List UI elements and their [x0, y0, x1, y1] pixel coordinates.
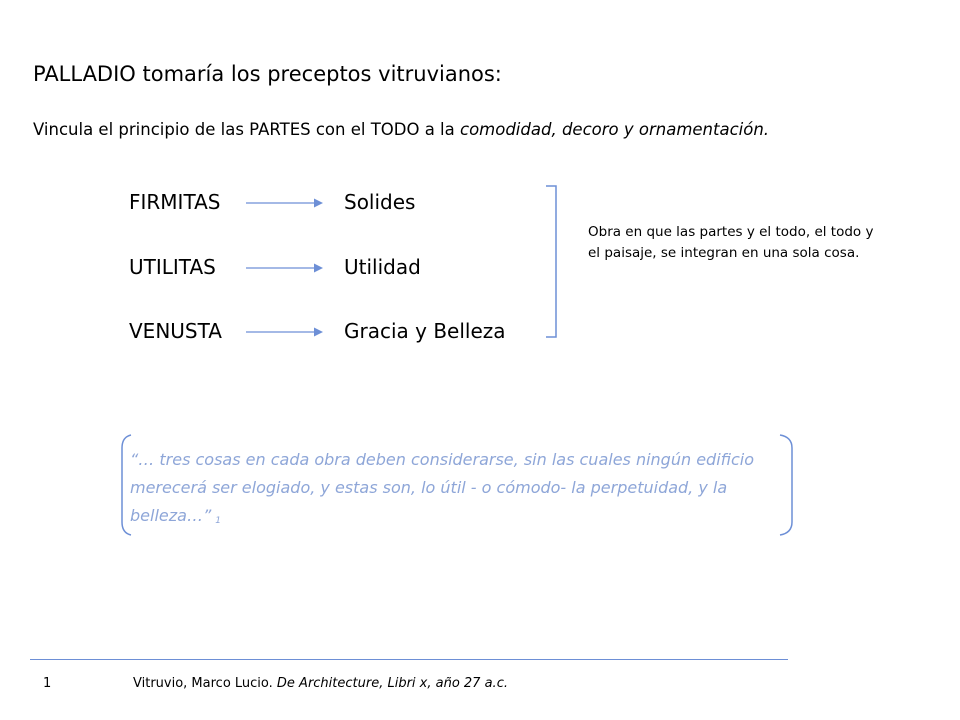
- arrow-right-icon: [244, 196, 324, 210]
- precept-meaning-utilidad: Utilidad: [344, 255, 421, 279]
- arrow-right-icon: [244, 325, 324, 339]
- integration-note: Obra en que las partes y el todo, el todo y el paisaje, se integran en una sola cosa.: [588, 224, 874, 261]
- subtitle-italic: comodidad, decoro y ornamentación.: [460, 120, 770, 139]
- footnote-citation: [133, 676, 508, 691]
- right-bracket-icon: [540, 184, 562, 340]
- subtitle-normal: Vincula el principio de las PARTES con el TODO a la: [33, 120, 460, 139]
- precept-meaning-solides: Solides: [344, 190, 416, 214]
- precept-term-utilitas: UTILITAS: [129, 255, 216, 279]
- precept-term-firmitas: FIRMITAS: [129, 190, 221, 214]
- footnote-author: Vitruvio, Marco Lucio.: [133, 676, 277, 691]
- page-title: PALLADIO tomaría los preceptos vitruvianos:: [33, 62, 502, 86]
- quote-text: “… tres cosas en cada obra deben considerarse, sin las cuales ningún edificio merecerá ser elogiado, y estas son, lo útil - o cómodo- la perpetuidad, y la belleza…”: [130, 450, 755, 525]
- subtitle: [33, 120, 769, 139]
- precept-meaning-gracia: Gracia y Belleza: [344, 319, 506, 343]
- footnote-number: 1: [43, 676, 52, 691]
- arrow-right-icon: [244, 261, 324, 275]
- footnote-work: De Architecture, Libri x, año 27 a.c.: [276, 676, 508, 691]
- quote-footnote-ref: 1: [215, 516, 221, 526]
- precept-term-venusta: VENUSTA: [129, 319, 222, 343]
- footnote-divider: [30, 659, 788, 660]
- vitruvius-quote: [130, 446, 790, 533]
